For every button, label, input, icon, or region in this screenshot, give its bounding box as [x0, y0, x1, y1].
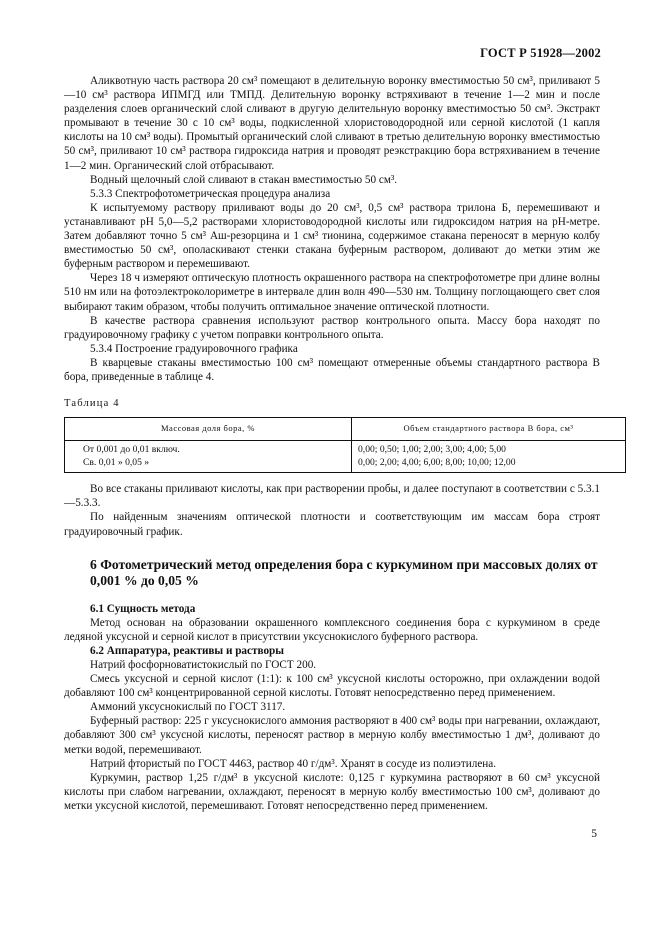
section-title: 6 Фотометрический метод определения бора с куркумином при массовых долях от 0,001 % до 0,05 % [90, 556, 598, 589]
subsection-title: 6.2 Аппаратура, реактивы и растворы [90, 644, 284, 657]
page-number: 5 [591, 828, 597, 840]
clause-heading: 5.3.4 Построение градуировочного графика [90, 342, 298, 355]
table-header-row [65, 418, 626, 441]
table-cell-line: 0,00; 0,50; 1,00; 2,00; 3,00; 4,00; 5,00 [358, 444, 506, 456]
table-row [65, 441, 626, 473]
paragraph: Метод основан на образовании окрашенного комплексного соединения бора с куркумином в среде ледяной уксусной и серной кислот в присутствии уксуснокислого буферного раствора. [64, 616, 600, 643]
paragraph: В качестве раствора сравнения используют раствор контрольного опыта. Массу бора находят по градуировочному графику с учетом поправки контрольного опыта. [64, 314, 600, 341]
paragraph: Смесь уксусной и серной кислот (1:1): к 100 см³ уксусной кислоты осторожно, при охлаждении водой добавляют 100 см³ концентрированной серной кислоты. Готовят непосредственно перед применением. [64, 673, 600, 700]
table-4 [64, 417, 626, 473]
paragraph: К испытуемому раствору приливают воды до 20 см³, 0,5 см³ раствора трилона Б, перемешивают и устанавливают pH 5,0—5,2 растворами хлористоводородной кислоты или гидроксидом натрия на pH-метре. Затем добавляют точно 5 см³ Аш-резорцина и 1 см³ тионина, содержимое стакана переносят в мерную колбу вместимостью 50 см³, ополаскивают стенки стакана буферным раствором, доливают до метки этим же буферным раствором и перемешивают. [64, 201, 600, 271]
table-cell-line: От 0,001 до 0,01 включ. [83, 444, 180, 456]
paragraph: Натрий фосфорноватистокислый по ГОСТ 200. [90, 659, 317, 671]
table-cell-line: 0,00; 2,00; 4,00; 6,00; 8,00; 10,00; 12,00 [358, 456, 516, 468]
paragraph: По найденным значениям оптической плотности и соответствующим им массам бора строят градуировочный график. [64, 511, 600, 538]
paragraph: Водный щелочный слой сливают в стакан вместимостью 50 см³. [90, 173, 398, 186]
document-header: ГОСТ Р 51928—2002 [480, 46, 601, 60]
paragraph: Аммоний уксуснокислый по ГОСТ 3117. [90, 701, 286, 714]
table-cell [65, 441, 352, 473]
paragraph: Во все стаканы приливают кислоты, как при растворении пробы, и далее поступают в соответствии с 5.3.1—5.3.3. [64, 483, 600, 510]
table-label: Таблица 4 [64, 398, 120, 410]
subsection-title: 6.1 Сущность метода [90, 602, 196, 615]
paragraph: В кварцевые стаканы вместимостью 100 см³ помещают отмеренные объемы стандартного раствора В бора, приведенные в таблице 4. [64, 356, 600, 383]
table-cell [352, 441, 626, 473]
table-cell-line: Св. 0,01 » 0,05 » [83, 456, 150, 468]
paragraph: Буферный раствор: 225 г уксуснокислого аммония растворяют в 400 см³ воды при нагревании, охлаждают, добавляют 300 см³ уксусной кислоты, переносят раствор в мерную колбу вместимостью 1 дм³, доливают до метки водой, перемешивают. [64, 715, 600, 756]
paragraph: Куркумин, раствор 1,25 г/дм³ в уксусной кислоте: 0,125 г куркумина растворяют в 60 см³ уксусной кислоты при слабом нагревании, охлаждают, переносят в мерную колбу вместимостью 100 см³, доливают до метки уксусной кислотой, перемешивают. Готовят непосредственно перед применением. [64, 771, 600, 812]
table-header-cell: Массовая доля бора, % [65, 418, 352, 441]
document-body [64, 74, 600, 813]
paragraph: Через 18 ч измеряют оптическую плотность окрашенного раствора на спектрофотометре при длине волны 510 нм или на фотоэлектроколориметре в интервале длин волн 490—530 нм. Толщину поглощающего свет слоя выбирают таким образом, чтобы получить оптимальное значение оптической плотности. [64, 272, 600, 313]
paragraph: Аликвотную часть раствора 20 см³ помещают в делительную воронку вместимостью 50 см³, приливают 5—10 см³ раствора ИПМГД или ТМПД. Делительную воронку встряхивают в течение 1—2 мин и после разделения слоев органический слой сливают в другую делительную воронку вместимостью 50 см³. Экстракт промывают в течение 30 с 10 см³ воды, подкисленной хлористоводородной или серной кислотой (1 капля кислоты на 10 см³ воды). Промытый органический слой сливают в третью делительную воронку вместимостью 50 см³, приливают 10 см³ раствора гидроксида натрия и проводят реэкстракцию бора встряхиванием в течение 1—2 мин. Органический слой отбрасывают. [64, 75, 600, 172]
clause-heading: 5.3.3 Спектрофотометрическая процедура анализа [90, 187, 331, 200]
paragraph: Натрий фтористый по ГОСТ 4463, раствор 40 г/дм³. Хранят в сосуде из полиэтилена. [90, 757, 497, 770]
table-header-cell: Объем стандартного раствора В бора, см³ [352, 418, 626, 441]
